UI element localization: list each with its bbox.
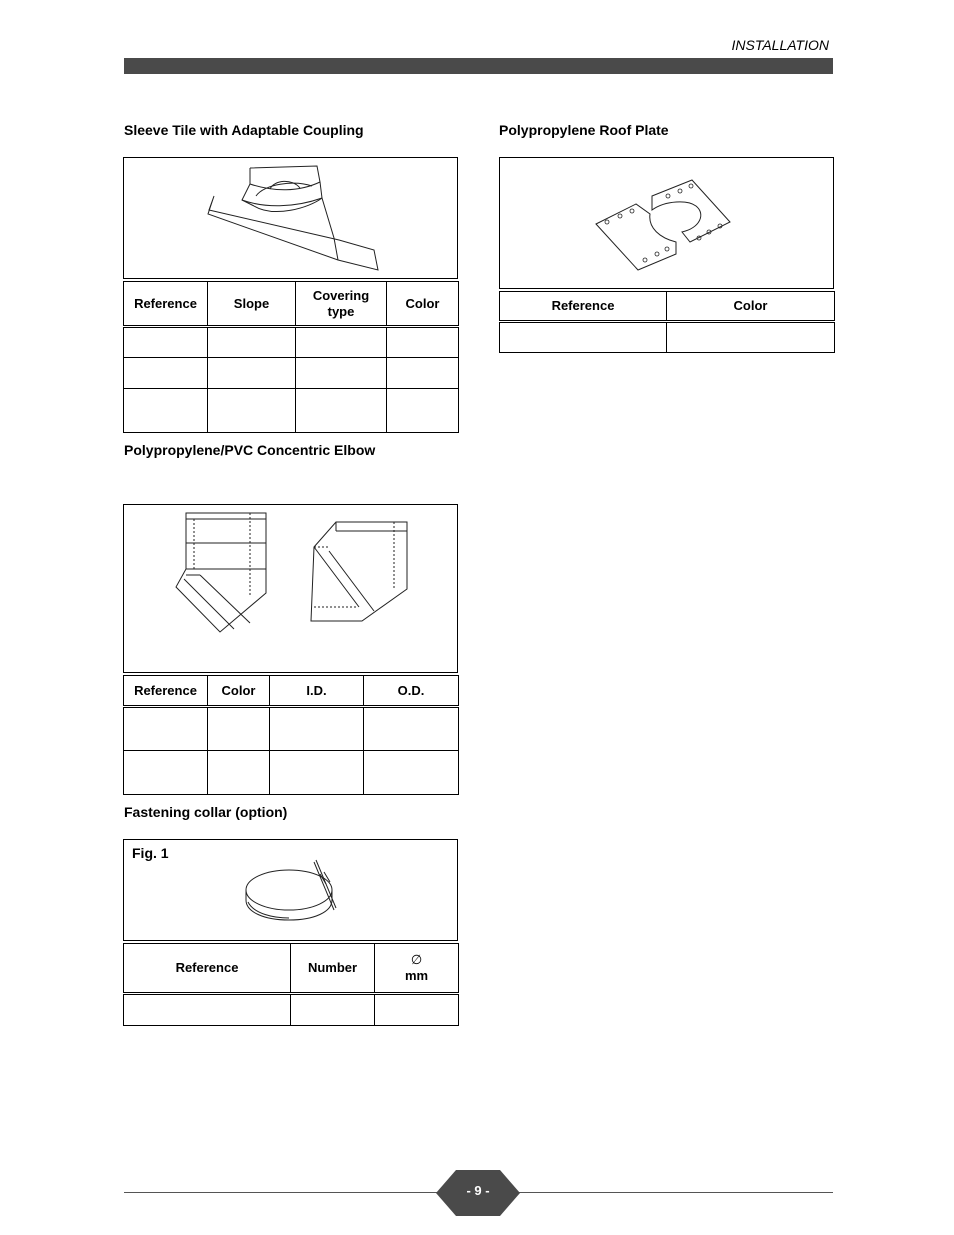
roof-plate-drawing [500, 158, 835, 290]
table-row [124, 389, 459, 433]
elbow-title: Polypropylene/PVC Concentric Elbow [124, 442, 376, 458]
column-header-color: Color [667, 292, 835, 322]
header-bar [124, 58, 833, 74]
sleeve-tile-title: Sleeve Tile with Adaptable Coupling [124, 122, 364, 138]
sleeve-tile-figure [123, 157, 458, 279]
collar-table [123, 943, 459, 1026]
page-number: - 9 - [466, 1183, 490, 1198]
column-header-color: Color [387, 282, 459, 327]
column-header-reference: Reference [124, 676, 208, 707]
roof-plate-figure [499, 157, 834, 289]
elbow-drawing [124, 505, 459, 674]
roof-plate-title: Polypropylene Roof Plate [499, 122, 669, 138]
column-header-number: Number [291, 944, 375, 994]
elbow-figure [123, 504, 458, 673]
column-header-covering-type: Covering type [296, 282, 387, 327]
column-header-slope: Slope [208, 282, 296, 327]
table-row [124, 994, 459, 1026]
table-row [124, 751, 459, 795]
table-row [500, 322, 835, 353]
elbow-table [123, 675, 459, 795]
table-row [124, 707, 459, 751]
column-header-reference: Reference [500, 292, 667, 322]
sleeve-tile-drawing [124, 158, 459, 280]
table-row [124, 327, 459, 358]
column-header-reference: Reference [124, 282, 208, 327]
collar-drawing [124, 840, 459, 942]
column-header-od: O.D. [364, 676, 459, 707]
table-row [124, 358, 459, 389]
section-header-label: INSTALLATION [731, 37, 829, 53]
diameter-icon: ∅ [410, 952, 423, 967]
column-header-diameter [375, 944, 459, 994]
figure-label: Fig. 1 [132, 845, 169, 861]
collar-title: Fastening collar (option) [124, 804, 288, 820]
diameter-unit: mm [404, 968, 429, 983]
column-header-id: I.D. [270, 676, 364, 707]
column-header-color: Color [208, 676, 270, 707]
sleeve-tile-table [123, 281, 459, 433]
roof-plate-table [499, 291, 835, 353]
column-header-reference: Reference [124, 944, 291, 994]
collar-figure [123, 839, 458, 941]
